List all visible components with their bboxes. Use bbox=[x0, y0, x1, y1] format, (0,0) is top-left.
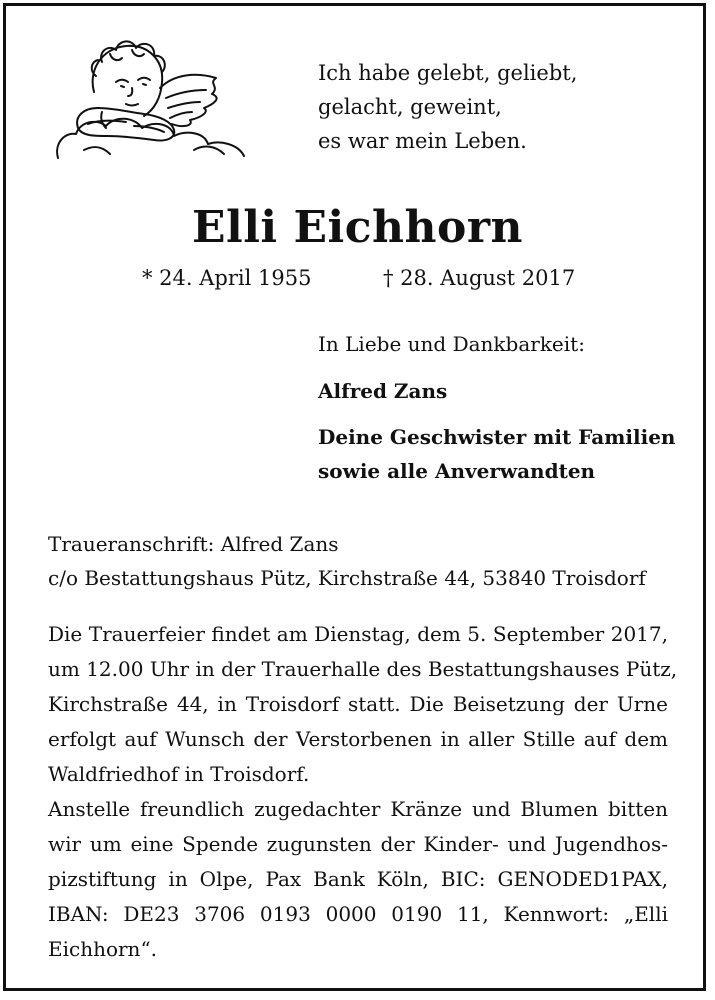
mourner-family-line: Deine Geschwister mit Familien bbox=[318, 425, 676, 449]
donation-line: Anstelle freundlich zugedachter Kränze und Blumen bitten bbox=[48, 797, 668, 821]
birth-date: * 24. April 1955 bbox=[142, 266, 312, 290]
ceremony-line: Kirchstraße 44, in Troisdorf statt. Die Beisetzung der Urne bbox=[48, 692, 668, 716]
donation-line: wir um eine Spende zugunsten der Kinder- und Jugendhos- bbox=[48, 832, 668, 856]
mourner-partner: Alfred Zans bbox=[318, 379, 448, 403]
deceased-name: Elli Eichhorn bbox=[191, 202, 524, 253]
mourners-intro: In Liebe und Dankbarkeit: bbox=[318, 332, 585, 356]
ceremony-line: Die Trauerfeier findet am Dienstag, dem 5. September 2017, bbox=[48, 622, 668, 646]
donation-paragraph bbox=[48, 792, 668, 967]
ceremony-line: um 12.00 Uhr in der Trauerhalle des Bestattungshauses Pütz, bbox=[48, 657, 678, 681]
mourner-family-line: sowie alle Anverwandten bbox=[318, 459, 596, 483]
mourners-gap bbox=[318, 408, 675, 420]
donation-line: IBAN: DE23 3706 0193 0000 0190 11, Kennwort: „Elli bbox=[48, 902, 668, 926]
poem-line: gelacht, geweint, bbox=[318, 95, 502, 119]
poem-line: Ich habe gelebt, geliebt, bbox=[318, 61, 578, 85]
mourners-block bbox=[318, 327, 675, 488]
ceremony-line: Waldfriedhof in Troisdorf. bbox=[48, 762, 310, 786]
ceremony-line: erfolgt auf Wunsch der Verstorbenen in aller Stille auf dem bbox=[48, 727, 668, 751]
mourning-address bbox=[48, 527, 646, 595]
poem-line: es war mein Leben. bbox=[318, 129, 527, 153]
donation-line: Eichhorn“. bbox=[48, 937, 158, 961]
address-line: Traueranschrift: Alfred Zans bbox=[48, 532, 339, 556]
poem bbox=[318, 56, 577, 158]
death-date: † 28. August 2017 bbox=[383, 266, 576, 290]
donation-line: pizstiftung in Olpe, Pax Bank Köln, BIC: GENODED1PAX, bbox=[48, 867, 668, 891]
ceremony-paragraph bbox=[48, 617, 678, 792]
address-line: c/o Bestattungshaus Pütz, Kirchstraße 44, 53840 Troisdorf bbox=[48, 566, 646, 590]
angel-illustration bbox=[44, 32, 256, 170]
